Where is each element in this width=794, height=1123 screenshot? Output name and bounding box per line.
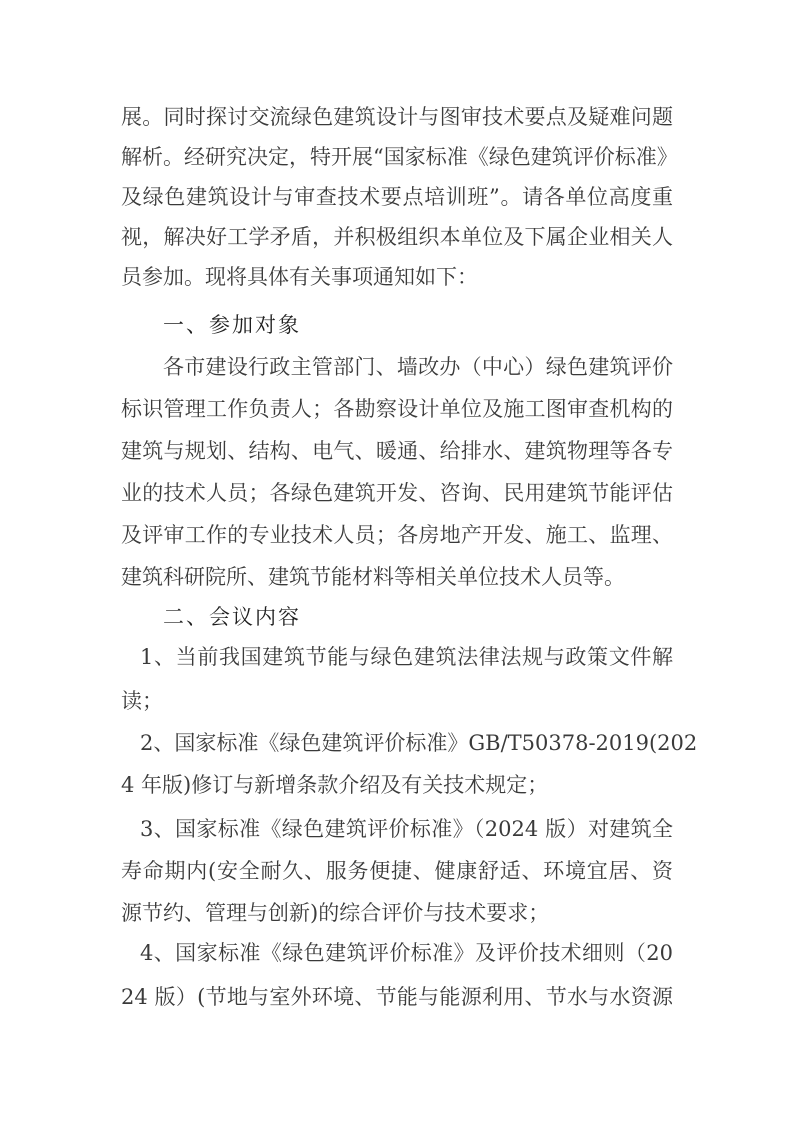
paragraph-line: 员参加。现将具体有关事项通知如下： [121, 265, 478, 289]
list-item-line: 24 版）(节地与室外环境、节能与能源利用、节水与水资源 [121, 985, 673, 1009]
paragraph-line: 标识管理工作负责人；各勘察设计单位及施工图审查机构的 [121, 397, 673, 421]
paragraph-line: 及评审工作的专业技术人员；各房地产开发、施工、监理、 [121, 523, 673, 547]
paragraph-line: 业的技术人员；各绿色建筑开发、咨询、民用建筑节能评估 [121, 481, 673, 505]
paragraph-line: 解析。经研究决定，特开展“国家标准《绿色建筑评价标准》 [121, 145, 678, 169]
paragraph-line: 建筑科研院所、建筑节能材料等相关单位技术人员等。 [121, 565, 625, 589]
paragraph-line: 各市建设行政主管部门、墙改办（中心）绿色建筑评价 [163, 355, 673, 379]
list-item-line: 读； [121, 689, 163, 713]
paragraph-line: 展。同时探讨交流绿色建筑设计与图审技术要点及疑难问题 [121, 105, 673, 129]
list-item-line: 源节约、管理与创新)的综合评价与技术要求； [121, 901, 550, 925]
list-item-line: 1、当前我国建筑节能与绿色建筑法律法规与政策文件解 [140, 645, 673, 669]
paragraph-line: 视，解决好工学矛盾，并积极组织本单位及下属企业相关人 [121, 225, 673, 249]
section-heading-content: 二、会议内容 [163, 605, 301, 629]
list-item-line: 2、国家标准《绿色建筑评价标准》GB/T50378-2019(202 [140, 731, 698, 755]
section-heading-participants: 一、参加对象 [163, 313, 301, 337]
list-item-line: 4 年版)修订与新增条款介绍及有关技术规定； [121, 773, 549, 797]
paragraph-line: 建筑与规划、结构、电气、暖通、给排水、建筑物理等各专 [121, 439, 673, 463]
list-item-line: 3、国家标准《绿色建筑评价标准》（2024 版）对建筑全 [140, 817, 673, 841]
list-item-line: 4、国家标准《绿色建筑评价标准》及评价技术细则（20 [140, 941, 673, 965]
paragraph-line: 及绿色建筑设计与审查技术要点培训班”。请各单位高度重 [121, 185, 673, 209]
list-item-line: 寿命期内(安全耐久、服务便捷、健康舒适、环境宜居、资 [121, 859, 673, 883]
